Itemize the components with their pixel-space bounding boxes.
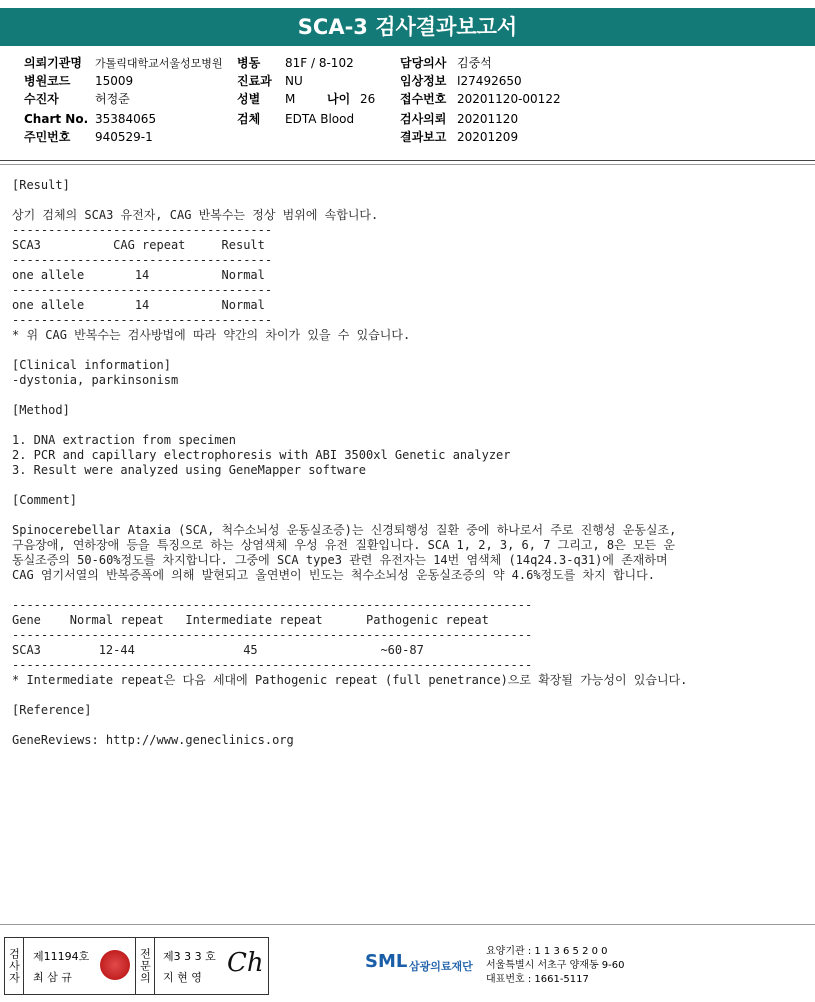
info-row <box>0 129 815 146</box>
tester-label: 검사자 <box>7 948 21 984</box>
info-row <box>0 91 815 108</box>
clinical-info-value: I27492650 <box>457 74 522 88</box>
request-date-label: 검사의뢰 <box>400 112 447 126</box>
specialist-license: 제3 3 3 호 <box>163 950 216 963</box>
request-date-value: 20201120 <box>457 112 519 126</box>
sex-label: 성별 <box>237 92 261 106</box>
specimen-value: EDTA Blood <box>285 112 355 126</box>
patient-info <box>0 52 815 152</box>
report-title: SCA-3 검사결과보고서 <box>0 8 815 46</box>
department-label: 진료과 <box>237 74 272 88</box>
sex-value: M <box>285 92 296 106</box>
logo-mark: SML <box>365 951 408 972</box>
specialist-name: 지 현 영 <box>163 971 202 984</box>
header-divider <box>0 160 815 161</box>
info-row <box>0 55 815 72</box>
institution-code: 요양기관 : 1 1 3 6 5 2 0 0 <box>486 946 608 957</box>
institution-label: 의뢰기관명 <box>24 56 82 70</box>
signature-box <box>4 937 269 995</box>
specimen-label: 검체 <box>237 112 261 126</box>
ward-label: 병동 <box>237 56 261 70</box>
accession-value: 20201120-00122 <box>457 92 561 106</box>
patient-value: 허정준 <box>95 92 130 106</box>
footer-divider <box>0 924 815 925</box>
hospital-code-value: 15009 <box>95 74 134 88</box>
info-row <box>0 111 815 128</box>
chart-no-value: 35384065 <box>95 112 157 126</box>
report-body: [Result] 상기 검체의 SCA3 유전자, CAG 반복수는 정상 범위에 속합니다. ------------------------------------ SCA3 CAG repeat Result ------------------------------------ one allele 14 Normal ------------------------------------ one allele 14 Normal ------------------------------------ * 위 CAG 반복수는 검사방법에 따라 약간의 차이가 있을 수 있습니다. [Clinical information] -dystonia, parkinsonism [Method] 1. DNA extraction from specimen 2. PCR and capillary electrophoresis with ABI 3500xl Genetic analyzer 3. Result were analyzed using GeneMapper software [Comment] Spinocerebellar Ataxia (SCA, 척수소뇌성 운동실조증)는 신경퇴행성 질환 중에 하나로서 주로 진행성 운동실조, 구음장애, 연하장애 등을 특징으로 하는 상염색체 우성 유전 질환입니다. SCA 1, 2, 3, 6, 7 그리고, 8은 모든 운 동실조증의 50-60%정도를 차지합니다. 그중에 SCA type3 관련 유전자는 14번 염색체 (14q24.3-q31)에 존재하며 CAG 염기서열의 반복증폭에 의해 발현되고 올연변이 빈도는 척수소뇌성 운동실조증의 약 4.6%정도를 차지 합니다. ------------------------------------------------------------------------ Gene Normal repeat Intermediate repeat Pathogenic repeat ------------------------------------------------------------------------ SCA3 12-44 45 ~60-87 ------------------------------------------------------------------------ * Intermediate repeat은 다음 세대에 Pathogenic repeat (full penetrance)으로 확장될 가능성이 있습니다. [Reference] GeneReviews: http://www.geneclinics.org <box>12 178 688 747</box>
age-value: 26 <box>360 92 376 106</box>
resident-no-value: 940529-1 <box>95 130 153 144</box>
chart-no-label: Chart No. <box>24 112 89 126</box>
tester-license: 제11194호 <box>33 950 90 963</box>
ward-value: 81F / 8-102 <box>285 56 354 70</box>
logo-org-name: 삼광의료재단 <box>409 960 473 973</box>
institution-value: 가톨릭대학교서울성모병원 <box>95 57 223 70</box>
tester-name: 최 삼 규 <box>33 971 72 984</box>
doctor-value: 김중석 <box>457 56 492 70</box>
accession-label: 접수번호 <box>400 92 447 106</box>
org-address <box>486 945 625 987</box>
clinical-info-label: 임상정보 <box>400 74 447 88</box>
hospital-code-label: 병원코드 <box>24 74 71 88</box>
signature: Ch <box>227 948 264 978</box>
footer <box>0 937 815 997</box>
department-value: NU <box>285 74 303 88</box>
header-divider <box>0 164 815 165</box>
age-label: 나이 <box>327 92 351 106</box>
specialist-label: 전문의 <box>138 948 152 984</box>
address-line: 서울특별시 서초구 양재동 9-60 <box>486 960 625 971</box>
patient-label: 수진자 <box>24 92 59 106</box>
resident-no-label: 주민번호 <box>24 130 71 144</box>
seal-icon <box>100 950 130 980</box>
doctor-label: 담당의사 <box>400 56 447 70</box>
phone-number: 대표번호 : 1661-5117 <box>486 974 589 985</box>
report-date-value: 20201209 <box>457 130 519 144</box>
info-row <box>0 73 815 90</box>
sml-logo <box>365 943 485 983</box>
report-date-label: 결과보고 <box>400 130 447 144</box>
